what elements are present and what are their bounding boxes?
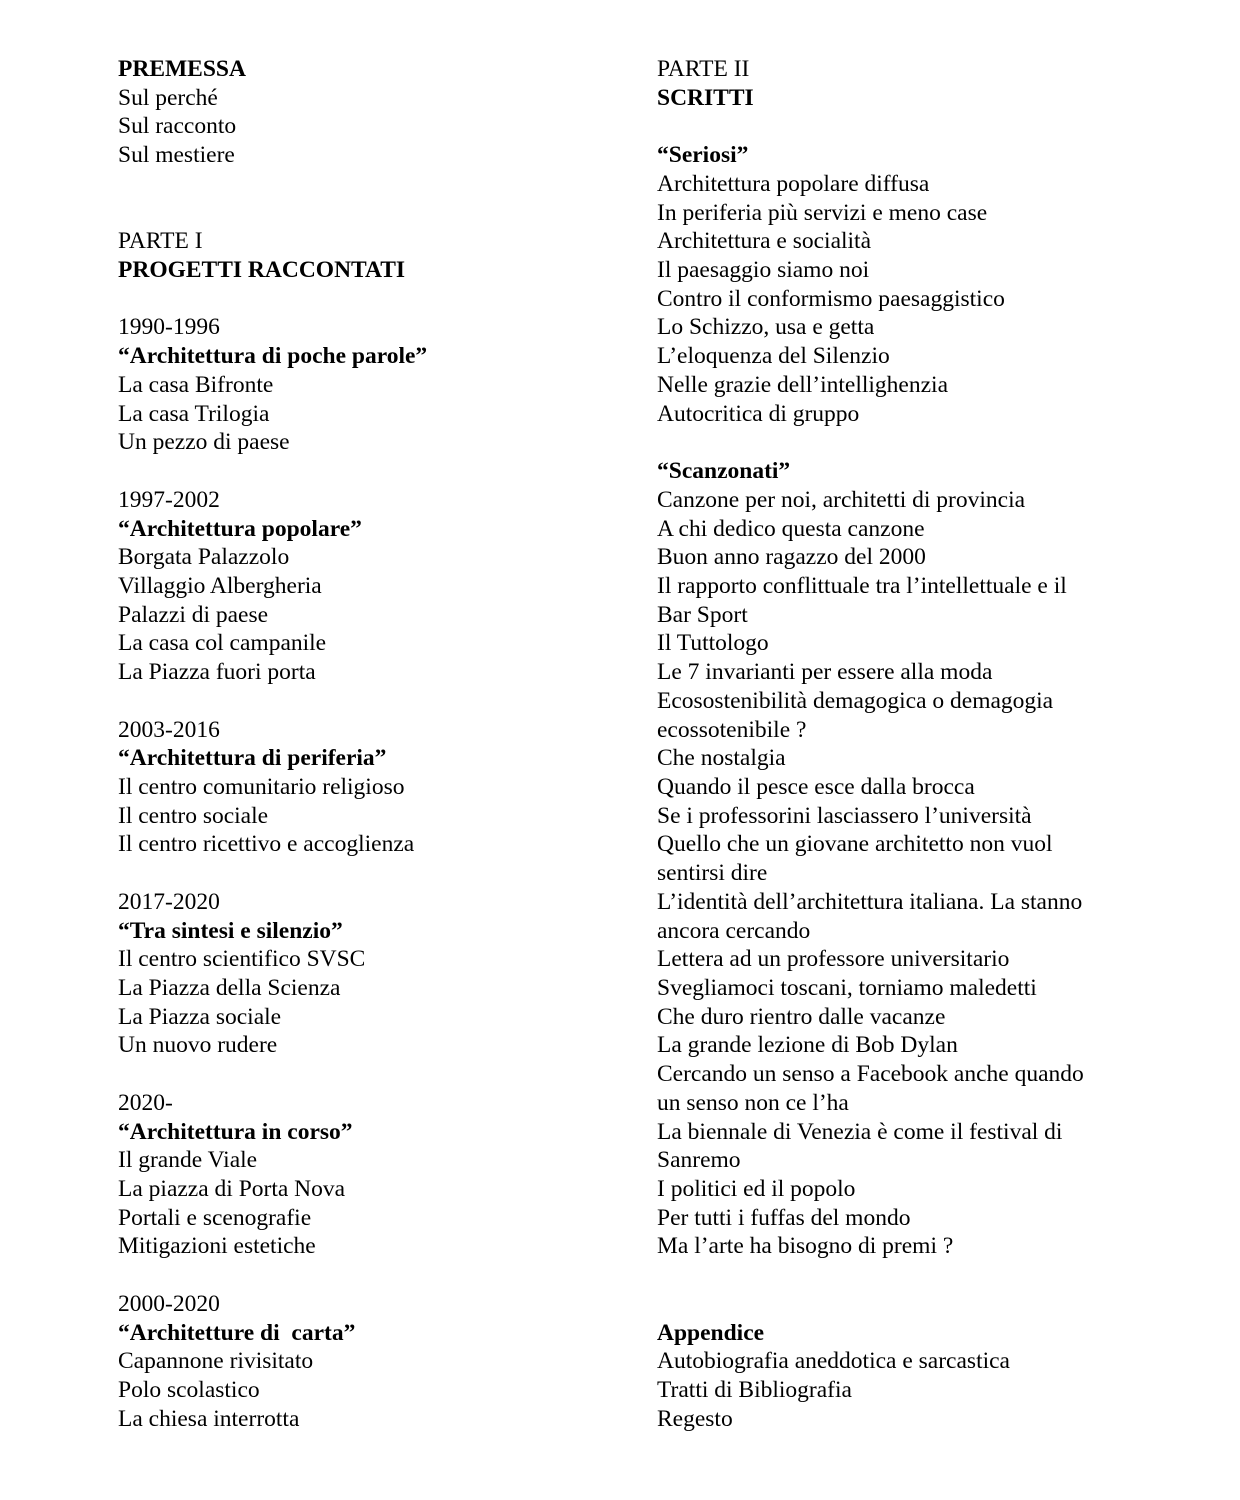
toc-entry: Villaggio Albergheria <box>118 572 322 599</box>
toc-entry: Polo scolastico <box>118 1377 260 1404</box>
toc-entry: un senso non ce l’ha <box>657 1089 849 1116</box>
toc-entry: Architettura e socialità <box>657 228 872 255</box>
toc-entry: Lo Schizzo, usa e getta <box>657 314 875 341</box>
premessa-heading: PREMESSA <box>118 56 246 82</box>
toc-entry: Borgata Palazzolo <box>118 544 290 571</box>
section-title: “Scanzonati” <box>657 458 791 485</box>
toc-entry: Regesto <box>657 1405 733 1432</box>
toc-entry: Autobiografia aneddotica e sarcastica <box>657 1348 1010 1375</box>
right-column <box>657 55 1127 1434</box>
toc-entry: Il centro sociale <box>118 802 269 829</box>
toc-entry: Il grande Viale <box>118 1147 258 1174</box>
toc-entry: Autocritica di gruppo <box>657 400 860 427</box>
spacer <box>118 199 618 228</box>
toc-entry: Il Tuttologo <box>657 630 769 657</box>
spacer <box>118 457 618 486</box>
toc-entry: Buon anno ragazzo del 2000 <box>657 544 926 571</box>
spacer <box>657 428 1127 457</box>
section-period: 2020- <box>118 1089 173 1116</box>
left-column <box>118 55 618 1434</box>
toc-entry: Tratti di Bibliografia <box>657 1377 852 1404</box>
toc-entry: Sul mestiere <box>118 142 235 169</box>
toc-entry: Bar Sport <box>657 601 748 628</box>
spacer <box>118 859 618 888</box>
toc-entry: Ma l’arte ha bisogno di premi ? <box>657 1233 954 1260</box>
spacer <box>118 285 618 314</box>
toc-entry: Palazzi di paese <box>118 601 269 628</box>
toc-entry: Sul perché <box>118 84 218 111</box>
section-title: “Architettura in corso” <box>118 1118 353 1145</box>
toc-entry: Nelle grazie dell’intellighenzia <box>657 371 948 398</box>
toc-entry: Sanremo <box>657 1147 741 1174</box>
section-period: 2003-2016 <box>118 716 220 743</box>
section-title: “Architetture di carta” <box>118 1319 356 1346</box>
toc-entry: La grande lezione di Bob Dylan <box>657 1032 958 1059</box>
toc-entry: Il centro comunitario religioso <box>118 773 405 800</box>
section-title: “Architettura di poche parole” <box>118 343 428 370</box>
section-title: “Seriosi” <box>657 142 749 169</box>
toc-entry: Un pezzo di paese <box>118 429 290 456</box>
appendix-heading: Appendice <box>657 1319 765 1346</box>
part-label: PARTE I <box>118 228 203 255</box>
spacer <box>657 112 1127 141</box>
toc-entry: Se i professorini lasciassero l’università <box>657 802 1032 829</box>
toc-entry: ancora cercando <box>657 917 811 944</box>
toc-entry: Il paesaggio siamo noi <box>657 257 870 284</box>
spacer <box>657 1290 1127 1319</box>
toc-entry: Quello che un giovane architetto non vuol <box>657 831 1053 858</box>
part-title: PROGETTI RACCONTATI <box>118 257 406 284</box>
toc-entry: Mitigazioni estetiche <box>118 1233 316 1260</box>
toc-entry: ecossotenibile ? <box>657 716 807 743</box>
toc-entry: Capannone rivisitato <box>118 1348 314 1375</box>
toc-entry: Svegliamoci toscani, torniamo maledetti <box>657 975 1037 1001</box>
toc-entry: Cercando un senso a Facebook anche quando <box>657 1061 1084 1088</box>
spacer <box>118 1060 618 1089</box>
toc-entry: La casa Bifronte <box>118 371 274 398</box>
toc-entry: La Piazza della Scienza <box>118 975 341 1001</box>
section-title: “Tra sintesi e silenzio” <box>118 917 343 944</box>
section-period: 2017-2020 <box>118 888 220 915</box>
toc-entry: A chi dedico questa canzone <box>657 515 925 542</box>
section-period: 1997-2002 <box>118 486 220 513</box>
toc-entry: Che nostalgia <box>657 745 786 772</box>
spacer <box>657 1261 1127 1290</box>
toc-entry: Quando il pesce esce dalla brocca <box>657 773 975 800</box>
toc-entry: La chiesa interrotta <box>118 1405 300 1432</box>
toc-entry: La casa col campanile <box>118 630 327 657</box>
section-period: 2000-2020 <box>118 1290 220 1317</box>
toc-entry: L’eloquenza del Silenzio <box>657 343 890 370</box>
toc-entry: La piazza di Porta Nova <box>118 1176 346 1203</box>
toc-entry: Sul racconto <box>118 113 237 140</box>
toc-entry: Lettera ad un professore universitario <box>657 946 1010 973</box>
spacer <box>118 170 618 199</box>
toc-entry: Un nuovo rudere <box>118 1032 278 1059</box>
toc-entry: Che duro rientro dalle vacanze <box>657 1003 946 1030</box>
toc-entry: In periferia più servizi e meno case <box>657 199 988 226</box>
section-title: “Architettura popolare” <box>118 515 362 542</box>
toc-entry: Le 7 invarianti per essere alla moda <box>657 659 993 686</box>
toc-entry: Ecosostenibilità demagogica o demagogia <box>657 687 1054 714</box>
toc-entry: Canzone per noi, architetti di provincia <box>657 486 1026 513</box>
part-label: PARTE II <box>657 56 750 82</box>
toc-entry: Il centro scientifico SVSC <box>118 946 366 973</box>
toc-entry: La biennale di Venezia è come il festival di <box>657 1118 1063 1145</box>
toc-entry: sentirsi dire <box>657 860 768 887</box>
section-period: 1990-1996 <box>118 314 220 341</box>
toc-entry: Il centro ricettivo e accoglienza <box>118 831 415 858</box>
toc-entry: La Piazza sociale <box>118 1003 282 1030</box>
toc-entry: Architettura popolare diffusa <box>657 170 930 197</box>
toc-entry: L’identità dell’architettura italiana. La stanno <box>657 888 1083 915</box>
spacer <box>118 1261 618 1290</box>
part-title: SCRITTI <box>657 84 754 111</box>
toc-entry: Il rapporto conflittuale tra l’intellettuale e il <box>657 572 1067 599</box>
toc-entry: Contro il conformismo paesaggistico <box>657 285 1005 312</box>
toc-entry: I politici ed il popolo <box>657 1176 856 1203</box>
toc-entry: Per tutti i fuffas del mondo <box>657 1204 911 1231</box>
toc-entry: La casa Trilogia <box>118 400 270 427</box>
section-title: “Architettura di periferia” <box>118 745 387 772</box>
toc-entry: La Piazza fuori porta <box>118 659 316 686</box>
toc-entry: Portali e scenografie <box>118 1204 312 1231</box>
spacer <box>118 687 618 716</box>
